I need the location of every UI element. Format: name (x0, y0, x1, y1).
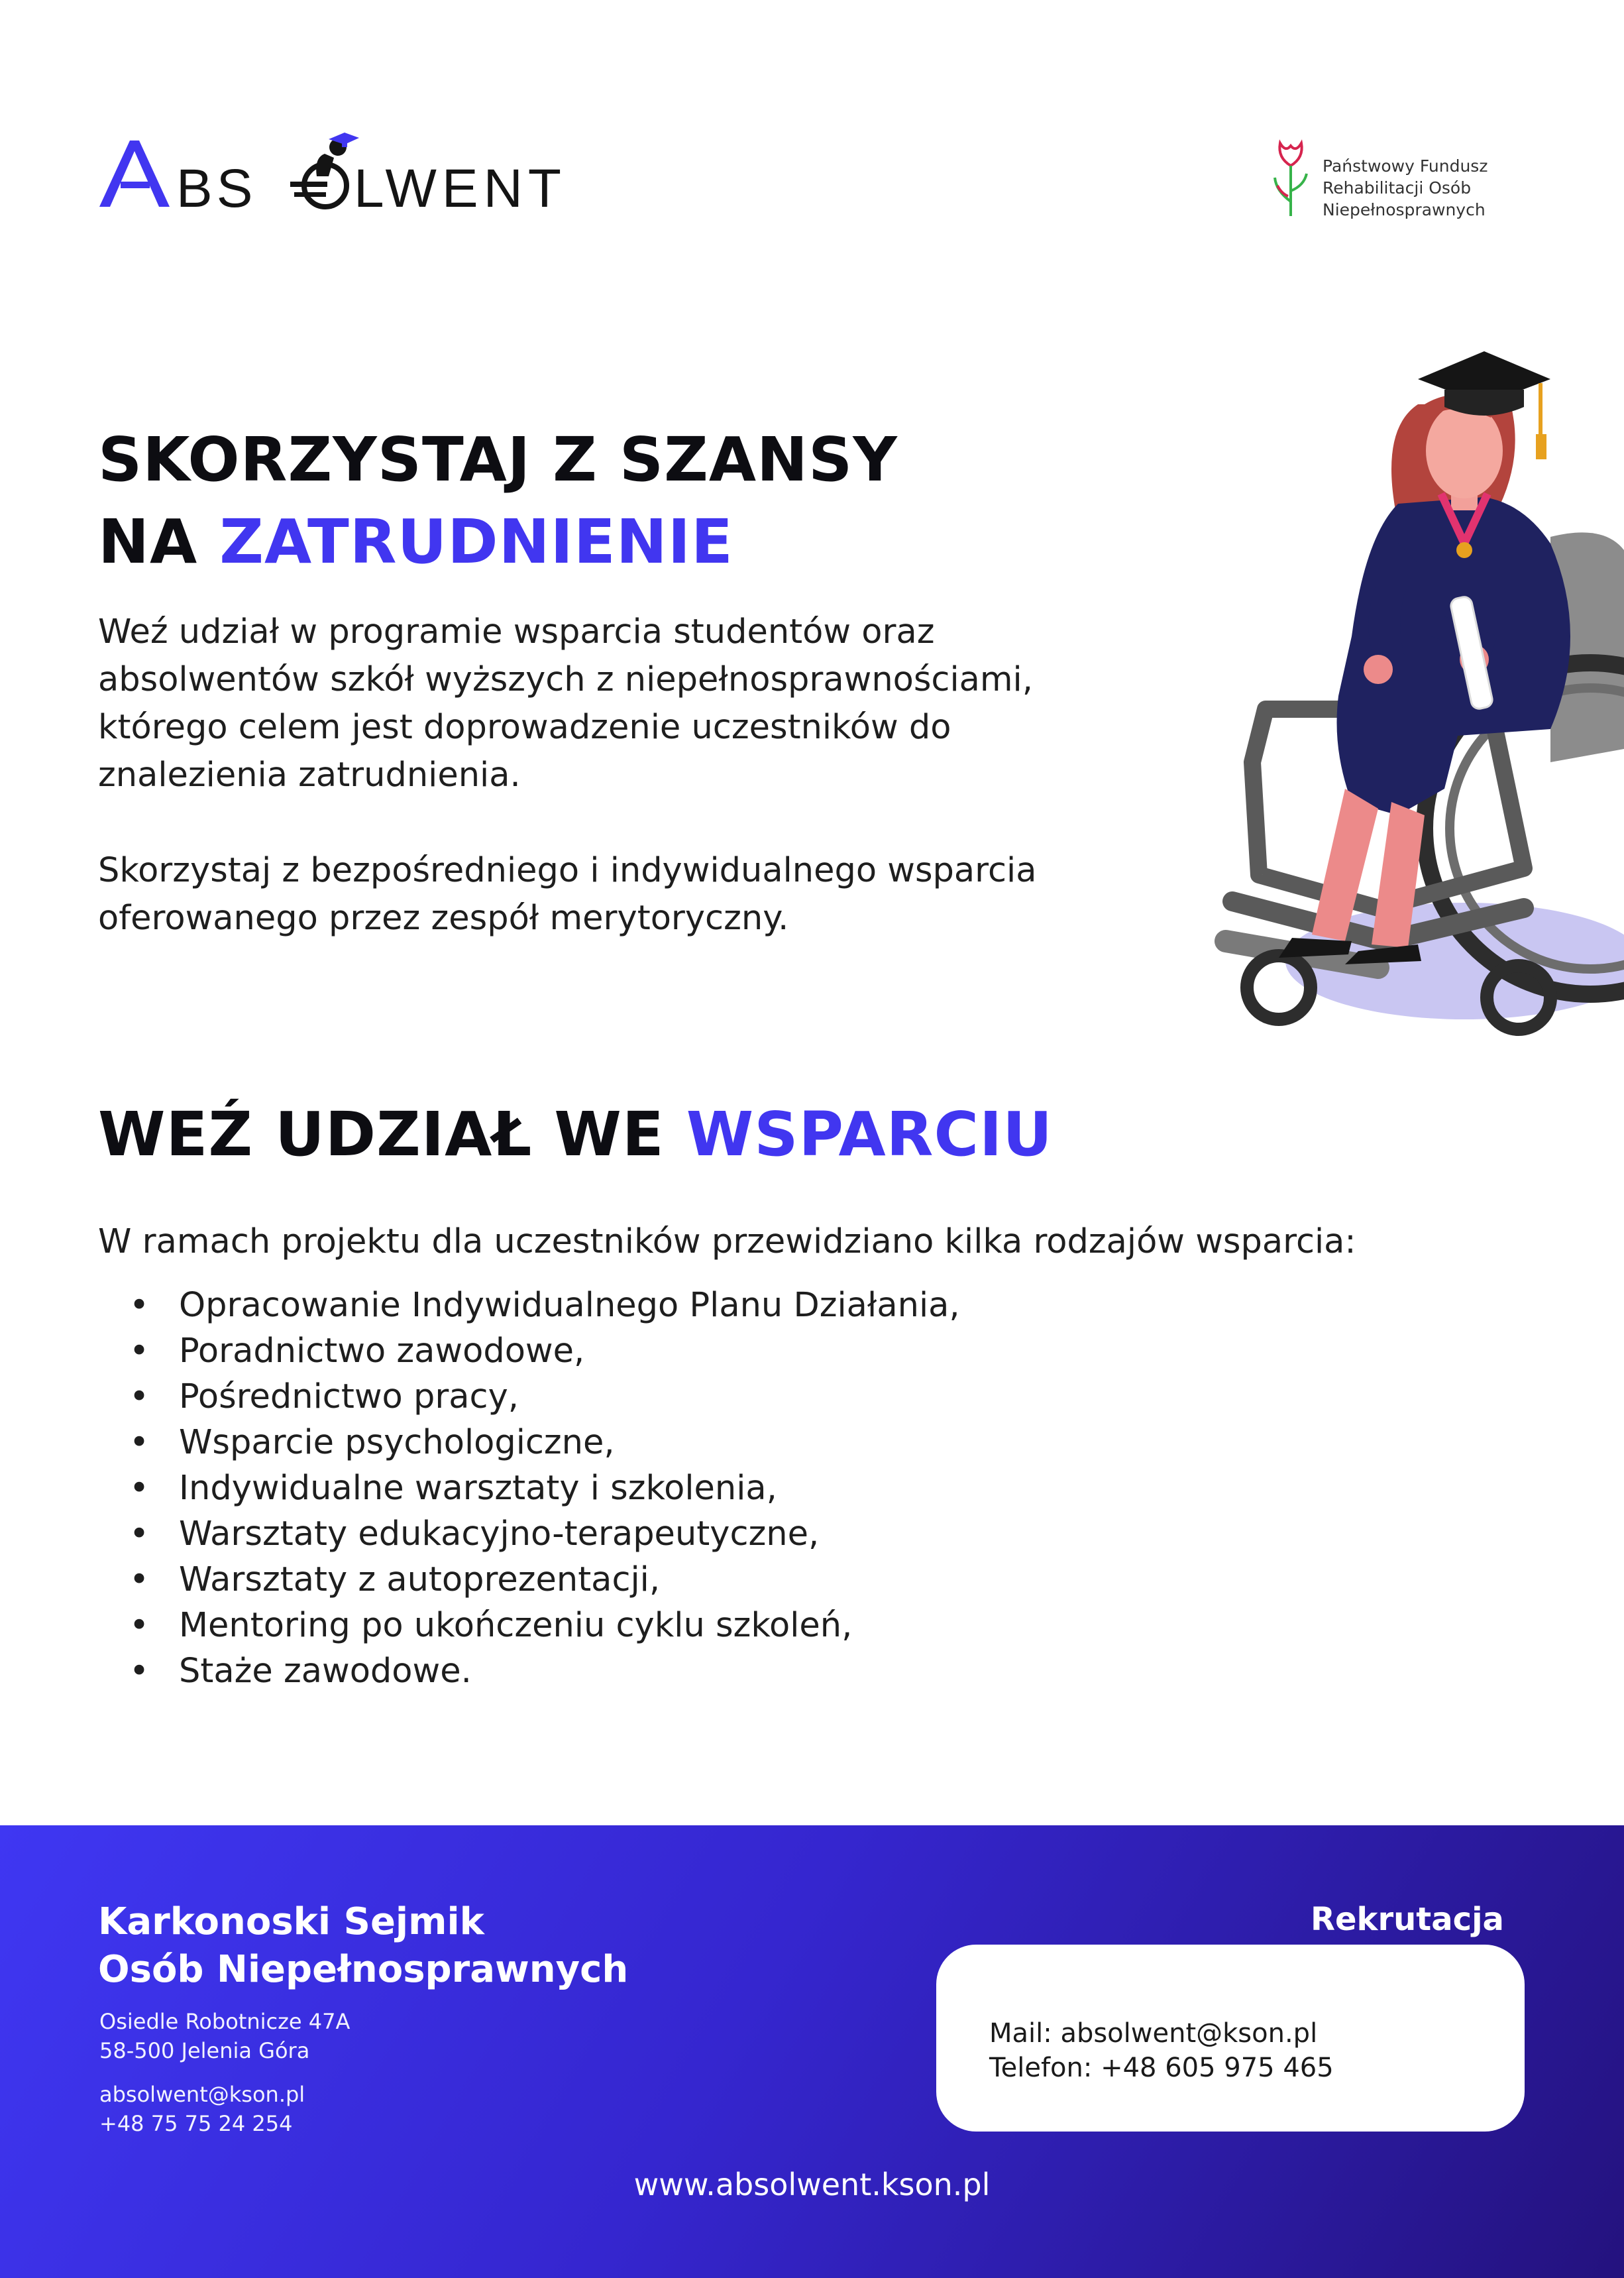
list-item (126, 1511, 960, 1557)
support-headline (98, 1094, 1053, 1176)
list-item-text: Warsztaty z autoprezentacji, (179, 1560, 661, 1599)
bullet: • (129, 1652, 150, 1691)
website-link[interactable]: www.absolwent.kson.pl (633, 2167, 991, 2202)
bullet: • (129, 1514, 150, 1554)
text-line: oferowanego przez zespół merytoryczny. (98, 899, 789, 938)
recruitment-title: Rekrutacja (1311, 1901, 1504, 1938)
absolwent-logo (98, 113, 588, 225)
support-intro: W ramach projektu dla uczestników przewidziano kilka rodzajów wsparcia: (98, 1222, 1356, 1261)
bullet: • (129, 1377, 150, 1416)
bullet: • (129, 1606, 150, 1645)
pfron-line: Państwowy Fundusz (1323, 156, 1488, 176)
pfron-name (1323, 155, 1488, 221)
support-headline-prefix: WEŹ UDZIAŁ WE (98, 1099, 686, 1170)
footer (0, 1825, 1624, 2278)
list-item (126, 1603, 960, 1648)
organization-name (98, 1898, 628, 1994)
contact-phone[interactable]: +48 75 75 24 254 (99, 2111, 293, 2136)
hero-headline-accent: ZATRUDNIENIE (219, 506, 733, 577)
list-item (126, 1648, 960, 1694)
bullet: • (129, 1423, 150, 1462)
list-item (126, 1420, 960, 1465)
text-line: znalezienia zatrudnienia. (98, 756, 521, 795)
recruitment-mail[interactable]: Mail: absolwent@kson.pl (989, 2018, 1318, 2049)
list-item (126, 1282, 960, 1328)
recruitment-phone[interactable]: Telefon: +48 605 975 465 (989, 2053, 1334, 2083)
bullet: • (129, 1469, 150, 1508)
list-item (126, 1557, 960, 1603)
hero-paragraph-2 (98, 847, 1171, 942)
hero-paragraph-1 (98, 608, 1171, 799)
list-item-text: Opracowanie Indywidualnego Planu Działania, (179, 1286, 960, 1325)
pfron-logo (1271, 138, 1523, 231)
list-item (126, 1465, 960, 1511)
list-item (126, 1374, 960, 1420)
list-item-text: Indywidualne warsztaty i szkolenia, (179, 1469, 777, 1508)
hero-headline-line1: SKORZYSTAJ Z SZANSY (98, 424, 898, 495)
address (99, 2007, 350, 2065)
pfron-line: Niepełnosprawnych (1323, 200, 1486, 219)
svg-text:LWENT: LWENT (354, 158, 567, 219)
support-headline-accent: WSPARCIU (686, 1099, 1053, 1170)
pfron-line: Rehabilitacji Osób (1323, 178, 1472, 198)
tulip-icon (1271, 138, 1312, 220)
hero-headline (98, 419, 898, 583)
graduate-wheelchair-illustration (1179, 325, 1624, 1060)
list-item-text: Warsztaty edukacyjno-terapeutyczne, (179, 1514, 820, 1554)
bullet: • (129, 1560, 150, 1599)
address-line1: Osiedle Robotnicze 47A (99, 2009, 351, 2034)
text-line: którego celem jest doprowadzenie uczestników do (98, 708, 951, 747)
contact-email[interactable]: absolwent@kson.pl (99, 2082, 305, 2107)
svg-text:BS: BS (176, 158, 257, 219)
bullet: • (129, 1332, 150, 1371)
text-line: absolwentów szkół wyższych z niepełnosprawnościami, (98, 660, 1033, 699)
bullet: • (129, 1286, 150, 1325)
hero-headline-prefix: NA (98, 506, 220, 577)
hero-headline-line2 (98, 501, 898, 583)
text-line: Weź udział w programie wsparcia studentów oraz (98, 612, 935, 652)
list-item-text: Staże zawodowe. (179, 1652, 472, 1691)
text-line: Skorzystaj z bezpośredniego i indywidualnego wsparcia (98, 851, 1037, 890)
list-item (126, 1328, 960, 1374)
contact-info (99, 2080, 305, 2138)
recruitment-box (936, 1945, 1525, 2132)
hero-intro (98, 608, 1171, 942)
list-item-text: Poradnictwo zawodowe, (179, 1332, 585, 1371)
list-item-text: Wsparcie psychologiczne, (179, 1423, 615, 1462)
organization-name-line2: Osób Niepełnosprawnych (98, 1948, 629, 1991)
organization-name-line1: Karkonoski Sejmik (98, 1900, 484, 1943)
list-item-text: Mentoring po ukończeniu cyklu szkoleń, (179, 1606, 853, 1645)
address-line2: 58-500 Jelenia Góra (99, 2038, 310, 2063)
support-list (126, 1282, 960, 1694)
list-item-text: Pośrednictwo pracy, (179, 1377, 519, 1416)
